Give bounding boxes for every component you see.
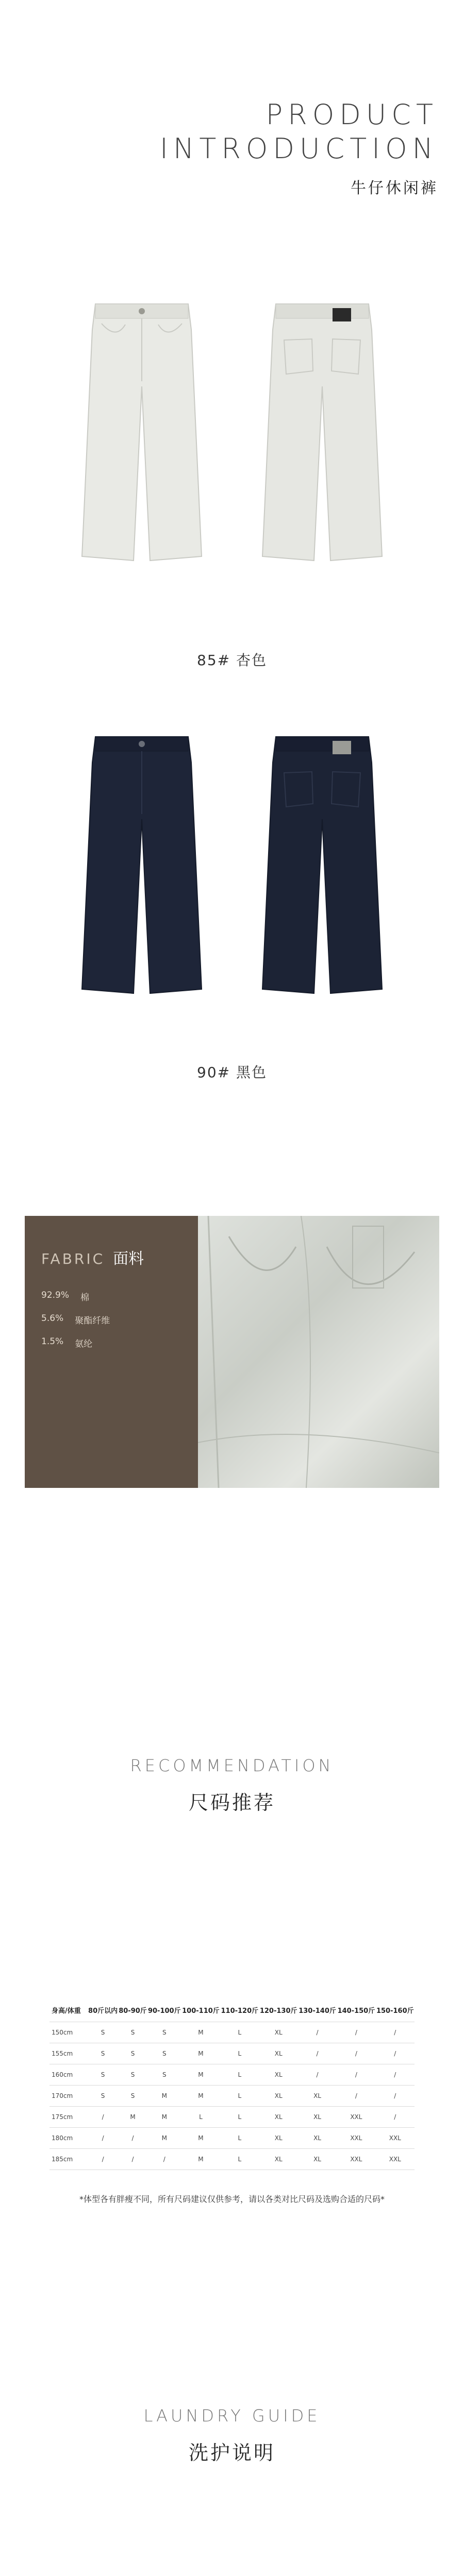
- size-table-header-cell: 140-150斤: [337, 2007, 375, 2015]
- size-cell: S: [118, 2064, 147, 2085]
- size-cell: S: [88, 2022, 118, 2043]
- fabric-percent: 5.6%: [41, 1313, 64, 1324]
- height-cell: 180cm: [49, 2127, 88, 2148]
- size-cell: M: [118, 2106, 147, 2127]
- size-cell: XL: [259, 2043, 298, 2064]
- size-table-header-cell: 120-130斤: [259, 2007, 297, 2015]
- size-cell: /: [376, 2085, 415, 2106]
- size-table-header-cell: 90-100斤: [147, 2007, 181, 2015]
- product-name: 牛仔休闲裤: [351, 179, 438, 197]
- size-cell: XXL: [376, 2127, 415, 2148]
- size-cell: S: [147, 2064, 181, 2085]
- size-table-header-cell: 100-110斤: [182, 2007, 220, 2015]
- size-cell: /: [376, 2106, 415, 2127]
- size-cell: L: [181, 2106, 220, 2127]
- size-cell: /: [298, 2022, 337, 2043]
- size-cell: XL: [259, 2022, 298, 2043]
- pants-back-black-image: [255, 732, 389, 999]
- table-row: [49, 2148, 415, 2170]
- size-cell: /: [376, 2022, 415, 2043]
- size-table-body: [49, 2022, 415, 2170]
- size-cell: M: [181, 2064, 220, 2085]
- size-cell: M: [181, 2148, 220, 2170]
- fabric-section: [25, 1216, 439, 1488]
- size-cell: S: [147, 2043, 181, 2064]
- size-cell: M: [181, 2127, 220, 2148]
- size-cell: XL: [259, 2148, 298, 2170]
- size-table-header-cell: 150-160斤: [376, 2007, 414, 2015]
- product-caption-black: 90# 黑色: [197, 1064, 267, 1081]
- size-cell: XL: [298, 2127, 337, 2148]
- size-cell: M: [147, 2127, 181, 2148]
- size-cell: XXL: [337, 2127, 375, 2148]
- size-cell: /: [118, 2127, 147, 2148]
- size-cell: XXL: [376, 2148, 415, 2170]
- size-cell: S: [118, 2043, 147, 2064]
- fabric-title-en: FABRIC: [41, 1250, 105, 1267]
- size-cell: S: [147, 2022, 181, 2043]
- size-cell: L: [220, 2022, 259, 2043]
- recommendation-heading: [0, 1756, 464, 1815]
- size-cell: M: [147, 2106, 181, 2127]
- fabric-percent: 92.9%: [41, 1290, 70, 1300]
- size-table-header-cell: 80-90斤: [119, 2007, 147, 2015]
- fabric-material: 氨纶: [75, 1339, 93, 1349]
- pants-front-black-image: [75, 732, 209, 999]
- size-cell: S: [118, 2085, 147, 2106]
- header-line-1: PRODUCT: [266, 98, 438, 131]
- table-row: [49, 2043, 415, 2064]
- size-table-header-row: [49, 1999, 415, 2022]
- size-table-header-cell: 130-140斤: [299, 2007, 336, 2015]
- size-cell: L: [220, 2043, 259, 2064]
- size-cell: /: [88, 2127, 118, 2148]
- table-row: [49, 2085, 415, 2106]
- height-cell: 160cm: [49, 2064, 88, 2085]
- fabric-material: 聚酯纤维: [75, 1316, 110, 1326]
- fabric-row: [41, 1313, 181, 1326]
- fabric-info-panel: [25, 1216, 198, 1488]
- size-cell: /: [88, 2106, 118, 2127]
- size-cell: XL: [259, 2064, 298, 2085]
- height-cell: 150cm: [49, 2022, 88, 2043]
- recommendation-title-cn: 尺码推荐: [188, 1791, 275, 1814]
- product-row-apricot: [0, 299, 464, 587]
- size-cell: XXL: [337, 2106, 375, 2127]
- size-cell: /: [337, 2022, 375, 2043]
- size-cell: XXL: [337, 2148, 375, 2170]
- size-cell: /: [88, 2148, 118, 2170]
- size-cell: /: [298, 2064, 337, 2085]
- size-cell: /: [376, 2064, 415, 2085]
- size-cell: /: [376, 2043, 415, 2064]
- size-note: *体型各有胖瘦不同，所有尺码建议仅供参考，请以各类对比尺码及选购合适的尺码*: [79, 2194, 385, 2204]
- size-cell: XL: [259, 2106, 298, 2127]
- size-cell: XL: [259, 2085, 298, 2106]
- size-cell: S: [118, 2022, 147, 2043]
- recommendation-title-en: RECOMMENDATION: [130, 1756, 334, 1775]
- laundry-heading: [0, 2406, 464, 2465]
- height-cell: 170cm: [49, 2085, 88, 2106]
- fabric-title-cn: 面料: [113, 1250, 144, 1268]
- fabric-material: 棉: [80, 1293, 90, 1303]
- size-cell: /: [298, 2043, 337, 2064]
- product-header: [160, 98, 438, 198]
- fabric-percent: 1.5%: [41, 1336, 64, 1347]
- fabric-row: [41, 1290, 181, 1303]
- size-cell: /: [337, 2064, 375, 2085]
- size-table-header-cell: 身高/体重: [52, 2007, 81, 2015]
- size-cell: M: [181, 2022, 220, 2043]
- height-cell: 185cm: [49, 2148, 88, 2170]
- pants-back-apricot-image: [255, 299, 389, 567]
- size-cell: /: [337, 2043, 375, 2064]
- size-cell: M: [181, 2043, 220, 2064]
- table-row: [49, 2127, 415, 2148]
- size-cell: M: [147, 2085, 181, 2106]
- size-cell: /: [147, 2148, 181, 2170]
- table-row: [49, 2064, 415, 2085]
- fabric-closeup-image: [198, 1216, 439, 1488]
- size-cell: XL: [298, 2106, 337, 2127]
- size-cell: L: [220, 2148, 259, 2170]
- size-table: [49, 1999, 415, 2170]
- fabric-title: [41, 1246, 181, 1268]
- laundry-title-en: LAUNDRY GUIDE: [143, 2406, 321, 2426]
- height-cell: 175cm: [49, 2106, 88, 2127]
- size-cell: L: [220, 2085, 259, 2106]
- size-cell: M: [181, 2085, 220, 2106]
- size-cell: XL: [298, 2148, 337, 2170]
- size-cell: S: [88, 2064, 118, 2085]
- size-cell: XL: [298, 2085, 337, 2106]
- table-row: [49, 2022, 415, 2043]
- size-cell: XL: [259, 2127, 298, 2148]
- laundry-title-cn: 洗护说明: [188, 2442, 275, 2464]
- pants-front-apricot-image: [75, 299, 209, 567]
- size-cell: L: [220, 2127, 259, 2148]
- size-cell: /: [337, 2085, 375, 2106]
- size-cell: S: [88, 2043, 118, 2064]
- product-caption-apricot: 85# 杏色: [197, 652, 267, 669]
- table-row: [49, 2106, 415, 2127]
- size-cell: S: [88, 2085, 118, 2106]
- header-line-2: INTRODUCTION: [160, 132, 438, 165]
- fabric-row: [41, 1336, 181, 1349]
- height-cell: 155cm: [49, 2043, 88, 2064]
- size-cell: L: [220, 2106, 259, 2127]
- size-cell: L: [220, 2064, 259, 2085]
- size-table-header-cell: 80斤以内: [88, 2007, 118, 2015]
- size-table-header-cell: 110-120斤: [221, 2007, 259, 2015]
- size-cell: /: [118, 2148, 147, 2170]
- product-row-black: [0, 732, 464, 1020]
